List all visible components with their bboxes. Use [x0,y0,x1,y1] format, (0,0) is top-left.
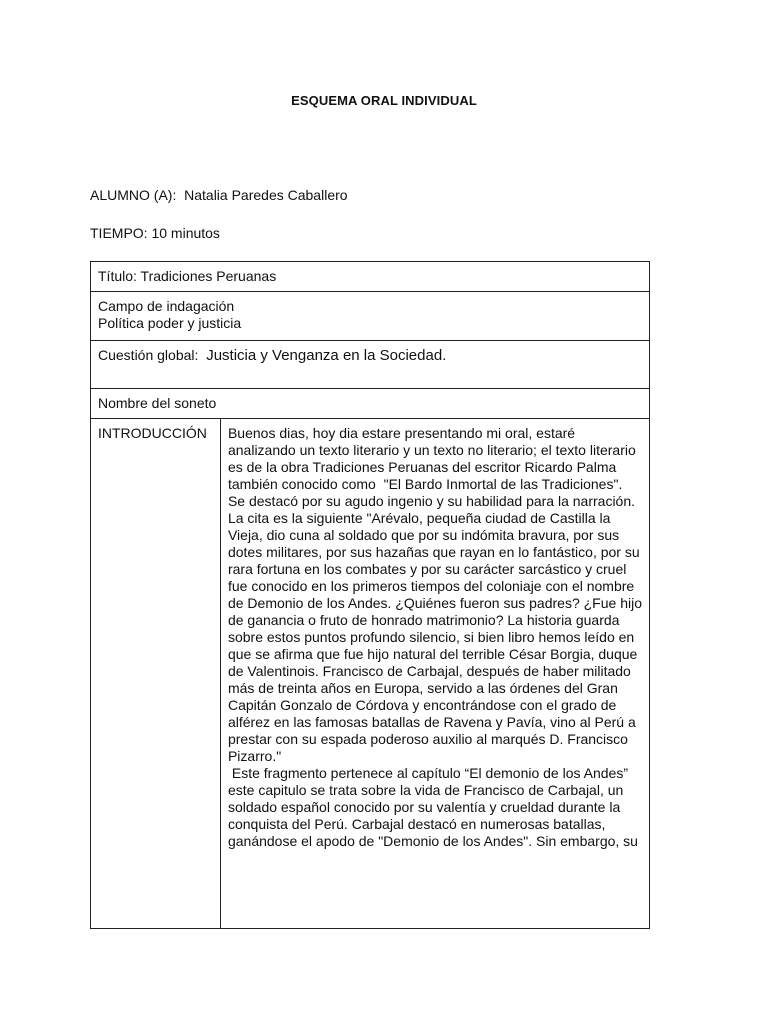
time-value: 10 minutos [151,225,220,241]
research-field-cell [91,292,650,341]
sonnet-name-cell: Nombre del soneto [91,389,650,419]
introduction-line: dotes militares, por sus hazañas que rayan en lo fantástico, por su [227,544,640,560]
global-issue-label: Cuestión global: [98,347,199,363]
introduction-line: Vieja, dio cuna al soldado que por su indómita bravura, por sus [227,527,620,543]
introduction-line: también conocido como "El Bardo Inmortal de las Tradiciones". [227,476,623,492]
introduction-line: que se afirma que fue hijo natural del terrible César Borgia, duque [227,646,638,662]
student-label: ALUMNO (A): [90,187,177,203]
introduction-line: de ganancia o fruto de honrado matrimonio? La historia guarda [227,612,620,628]
introduction-line: alférez en las famosas batallas de Ravena y Pavía, vino al Perú a [227,714,636,730]
student-name: Natalia Paredes Caballero [184,187,348,203]
introduction-line: Este fragmento pertenece al capítulo “El demonio de los Andes” [227,765,628,781]
introduction-line: soldado español conocido por su valentía y crueldad durante la [227,799,621,815]
introduction-text [220,419,649,929]
table-row [91,389,650,419]
introduction-line: Se destacó por su agudo ingenio y su habilidad para la narración. [227,493,636,509]
time-line [90,225,220,241]
title-cell: Título: Tradiciones Peruanas [91,262,650,292]
global-issue-cell [91,341,650,389]
global-issue-value: Justicia y Venganza en la Sociedad. [206,347,447,364]
introduction-line: Capitán Gonzalo de Córdova y encontrándose con el grado de [227,697,617,713]
introduction-line: este capitulo se trata sobre la vida de Francisco de Carbajal, un [227,782,624,798]
time-label: TIEMPO: [90,225,148,241]
introduction-line: sobre estos puntos profundo silencio, si bien libro hemos leído en [227,629,635,645]
table-row [91,262,650,292]
research-field-label: Campo de indagación [98,298,235,314]
scheme-table [90,261,650,929]
introduction-label: INTRODUCCIÓN [91,419,221,929]
page-title: ESQUEMA ORAL INDIVIDUAL [291,93,477,108]
introduction-body [228,425,642,922]
introduction-line: La cita es la siguiente "Arévalo, pequeña ciudad de Castilla la [227,510,611,526]
introduction-line: Buenos dias, hoy dia estare presentando mi oral, estaré [227,425,576,441]
introduction-line: Pizarro." [227,748,282,764]
student-line [90,187,348,203]
introduction-line: fue conocido en los primeros tiempos del coloniaje con el nombre [227,578,635,594]
table-row [91,341,650,389]
introduction-line: de Valentinois. Francisco de Carbajal, después de haber militado [227,663,631,679]
introduction-line: analizando un texto literario y un texto no literario; el texto literario [227,442,636,458]
introduction-line: más de treinta años en Europa, servido a las órdenes del Gran [227,680,618,696]
introduction-line: prestar con su espada poderoso auxilio al marqués D. Francisco [227,731,628,747]
research-field-value: Política poder y justicia [98,315,242,331]
table-row [91,292,650,341]
introduction-line: ganándose el apodo de "Demonio de los Andes". Sin embargo, su [227,833,638,849]
introduction-line: es de la obra Tradiciones Peruanas del escritor Ricardo Palma [227,459,617,475]
introduction-line: conquista del Perú. Carbajal destacó en numerosas batallas, [227,816,606,832]
introduction-line: de Demonio de los Andes. ¿Quiénes fueron sus padres? ¿Fue hijo [227,595,642,611]
table-row [91,419,650,929]
introduction-line: rara fortuna en los combates y por su carácter sarcástico y cruel [227,561,627,577]
